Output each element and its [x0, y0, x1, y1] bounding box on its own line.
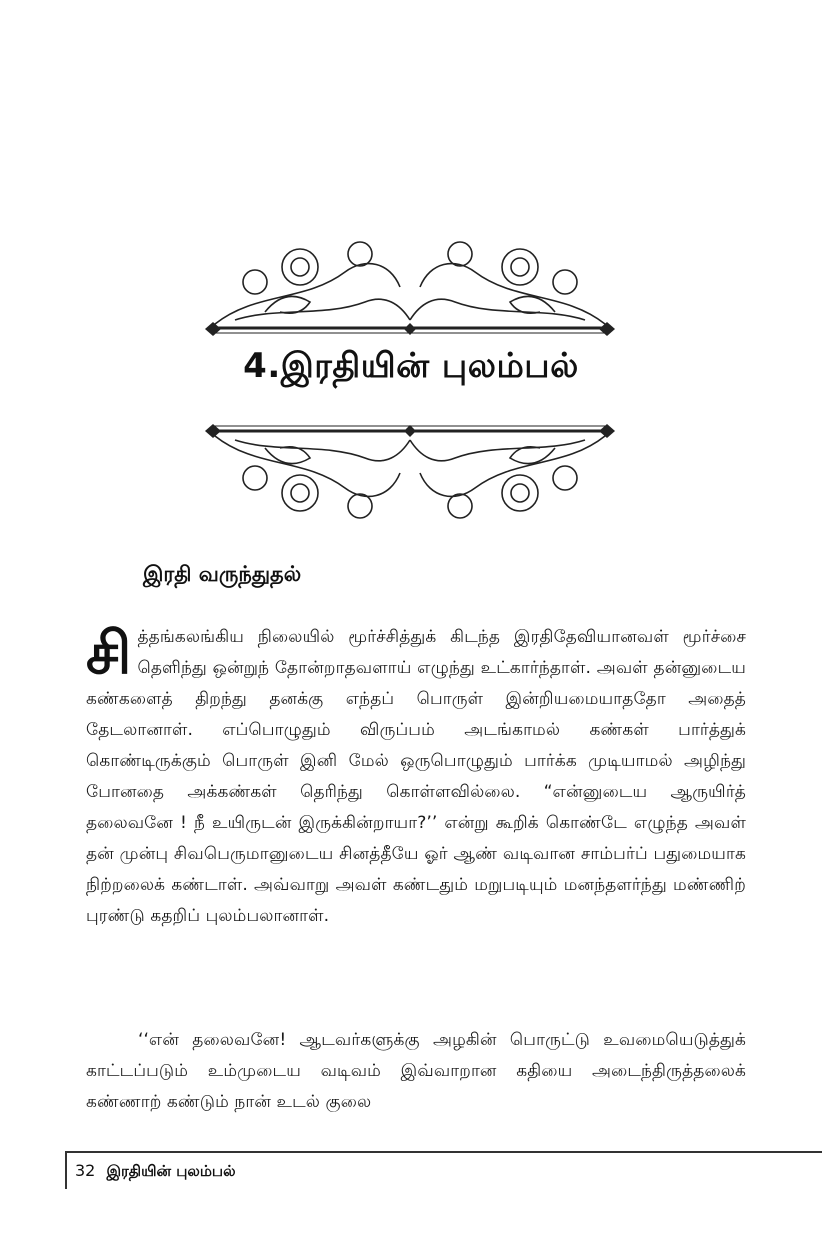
- paragraph-1-text: த்தங்கலங்கிய நிலையில் மூர்ச்சித்துக் கிடந்த இரதிதேவியானவள் மூர்ச்சை தெளிந்து ஒன்றுந் தோன்றாதவளாய் எழுந்து உட்கார்ந்தாள். அவள் தன்னுடைய கண்களைத் திறந்து தனக்கு எந்தப் பொருள் இன்றியமையாததோ அதைத் தேடலானாள். எப்பொழுதும் விருப்பம் அடங்காமல் கண்கள் பார்த்துக் கொண்டிருக்கும் பொருள் இனி மேல் ஒருபொழுதும் பார்க்க முடியாமல் அழிந்து போனதை அக்கண்கள் தெரிந்து கொள்ளவில்லை. “என்னுடைய ஆருயிர்த் தலைவனே ! நீ உயிருடன் இருக்கின்றாயா?’’ என்று கூறிக் கொண்டே எழுந்த அவள் தன் முன்பு சிவபெருமானுடைய சினத்தீயே ஓர் ஆண் வடிவான சாம்பர்ப் பதுமையாக நிற்றலைக் கண்டாள். அவ்வாறு அவள் கண்டதும் மறுபடியும் மனந்தளர்ந்து மண்ணிற் புரண்டு கதறிப் புலம்பலானாள்.: [86, 627, 746, 926]
- chapter-title: 4.இரதியின் புலம்பல்: [243, 346, 579, 386]
- paragraph-2: ‘‘என் தலைவனே! ஆடவர்களுக்கு அழகின் பொருட்டு உவமையெடுத்துக் காட்டப்படும் உம்முடைய வடிவம் இவ்வாறான கதியை அடைந்திருத்தலைக் கண்ணாற் கண்டும் நான் உடல் குலை: [86, 1030, 746, 1112]
- page-number: 32: [75, 1161, 96, 1180]
- running-title: இரதியின் புலம்பல்: [106, 1162, 236, 1180]
- drop-cap: சி: [86, 619, 132, 687]
- footer-line: [75, 1161, 236, 1182]
- bottom-ornament: [195, 420, 625, 528]
- top-ornament: [195, 232, 625, 340]
- section-heading: இரதி வருந்துதல்: [143, 562, 302, 586]
- page-footer: [65, 1151, 822, 1189]
- paragraph-1: [86, 619, 746, 932]
